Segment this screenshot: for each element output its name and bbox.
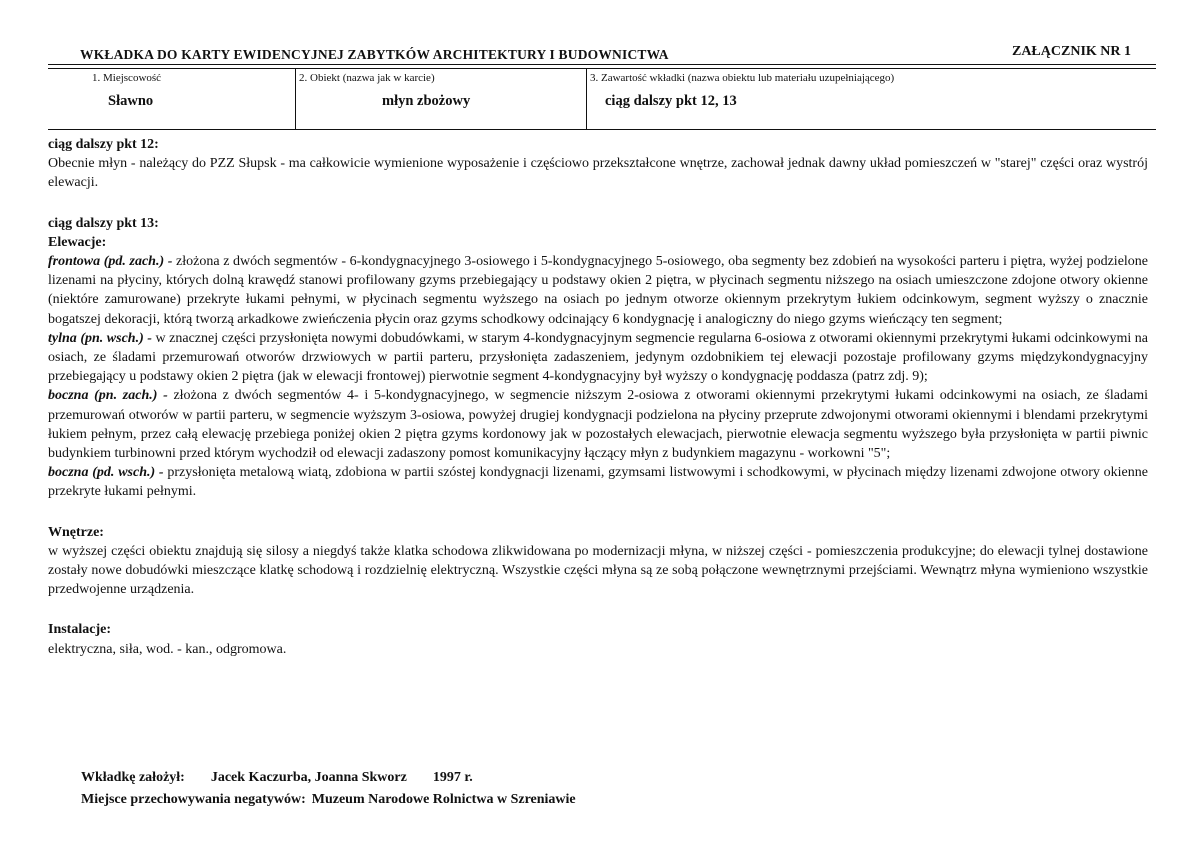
elevation-text: złożona z dwóch segmentów - 6-kondygnacyjnego 3-osiowego i 5-kondygnacyjnego 5-osiowego, oba segmenty bez zdobień na wysokości parteru i piętra, wyżej podzielone lizenami na płyciny, których dolną krawędź stanowi profilowany gzyms przebiegający u podstawy okien 2 piętra, w płycinach segmentu niższego na osiach umieszczone zdojone otwory okienne (niektóre zamurowane) przekryte łukami pełnymi, w płycinach segmentu wyższego na osiach po jednym otworze okiennym przekrytym łukiem odcinkowym, segment wyższy o znacznie bogatszej dekoracji, którą tworzą arkadkowe zwieńczenia płycin oraz gzyms schodkowy odcinający 6 kondygnację i analogiczny do niego gzyms wieńczący ten segment;	[48, 254, 1149, 327]
field-value: Sławno	[108, 93, 154, 109]
header-rule	[48, 64, 1156, 65]
section13-heading: ciąg dalszy pkt 13:	[48, 215, 159, 231]
section12-heading: ciąg dalszy pkt 12:	[48, 137, 159, 152]
authors: Jacek Kaczurba, Joanna Skworz	[210, 770, 407, 785]
interior-text: w wyższej części obiektu znajdują się silosy a niegdyś także klatka schodowa zlikwidowana po modernizacji młyna, w niższej części - pomieszczenia produkcyjne; do elewacji tylnej dostawione zostały nowe dobudówki mieszczące klatkę schodową i rozdzielnię elektryczną. Wszystkie części młyna są ze sobą połączone wewnętrznymi przejściami. Wewnątrz młyna wymieniono wszystkie przedwojenne urządzenia.	[48, 543, 1148, 598]
elevation-side-se	[48, 463, 1148, 501]
negatives-row	[81, 789, 582, 811]
interior-heading: Wnętrze:	[48, 524, 104, 540]
elevation-text: złożona z dwóch segmentów 4- i 5-kondygnacyjnego, w segmencie niższym 2-osiowa z otworami okiennymi przekrytymi łukami odcinkowymi na osiach, ze śladami przemurowań otworów w partii parteru, w segmencie wyższym 3-osiowa, powyżej drugiej kondygnacji podzielona na płyciny przeprute zdwojonymi otworami okiennymi i blendami przekrytymi łukiem pełnym, przez całą elewację przebiega poniżej okien 2 piętra gzyms kordonowy jak w pozostałych elewacjach, pierwotnie elewacja segmentu wyższego była przysłonięta w partii piwnic budynkiem turbinowni przed którym wychodził od elewacji zadaszony pomost komunikacyjny łączący młyn z budynkiem magazynu - workowni "5";	[48, 388, 1148, 462]
elevations-heading: Elewacje:	[48, 234, 107, 250]
field-value: ciąg dalszy pkt 12, 13	[605, 93, 737, 109]
document-body	[48, 135, 1148, 659]
elevation-side-nw	[48, 386, 1148, 463]
field-value: młyn zbożowy	[382, 93, 471, 109]
elevation-lead: boczna (pd. wsch.) -	[48, 465, 164, 481]
author-label: Wkładkę założył:	[81, 770, 185, 785]
negatives-label: Miejsce przechowywania negatywów:	[81, 792, 306, 807]
author-row	[81, 767, 582, 789]
field-label: 3. Zawartość wkładki (nazwa obiektu lub materiału uzupełniającego)	[590, 72, 895, 84]
field-object	[295, 69, 586, 129]
field-label: 1. Miejscowość	[92, 72, 162, 84]
annex-number: ZAŁĄCZNIK NR 1	[1011, 44, 1131, 59]
info-table	[48, 68, 1156, 130]
installations-text: elektryczna, siła, wod. - kan., odgromowa.	[48, 641, 287, 657]
elevation-lead: boczna (pn. zach.) -	[48, 388, 168, 404]
elevation-text: przysłonięta metalową wiatą, zdobiona w partii szóstej kondygnacji lizenami, gzymsami listwowymi i schodkowymi, w płycinach między lizenami zdwojone otwory okienne przekryte łukami pełnymi.	[48, 465, 1148, 500]
year: 1997 r.	[432, 770, 473, 785]
elevation-lead: frontowa (pd. zach.) -	[48, 254, 173, 270]
elevation-lead: tylna (pn. wsch.) -	[48, 330, 152, 346]
field-label: 2. Obiekt (nazwa jak w karcie)	[299, 72, 435, 84]
elevation-text: w znacznej części przysłonięta nowymi dobudówkami, w starym 4-kondygnacyjnym segmencie regularna 6-osiowa z otworami okiennymi przekrytymi łukami odcinkowymi na osiach, ze śladami przemurowań otworów drzwiowych w partii parteru, przysłonięta zadaszeniem, jedynym ozdobnikiem tej elewacji pozostaje profilowany gzyms międzykondygnacyjny przebiegający u podstawy okien 2 piętra (jak w elewacji frontowej) pierwotnie segment 4-kondygnacyjny był wyższy o kondygnację poddasza (patrz zdj. 9);	[48, 330, 1148, 385]
elevation-rear	[48, 329, 1148, 387]
negatives-place: Muzeum Narodowe Rolnictwa w Szreniawie	[311, 792, 576, 807]
section12-text: Obecnie młyn - należący do PZZ Słupsk - ma całkowicie wymienione wyposażenie i częściowo przekształcone wnętrze, zachował jednak dawny układ pomieszczeń w "starej" części oraz wystrój elewacji.	[48, 156, 1148, 191]
field-contents	[586, 69, 1157, 129]
field-locality	[48, 69, 295, 129]
document-title: WKŁADKA DO KARTY EWIDENCYJNEJ ZABYTKÓW ARCHITEKTURY I BUDOWNICTWA	[80, 47, 669, 62]
installations-heading: Instalacje:	[48, 622, 111, 638]
elevation-front	[48, 252, 1148, 329]
document-footer	[81, 767, 582, 811]
